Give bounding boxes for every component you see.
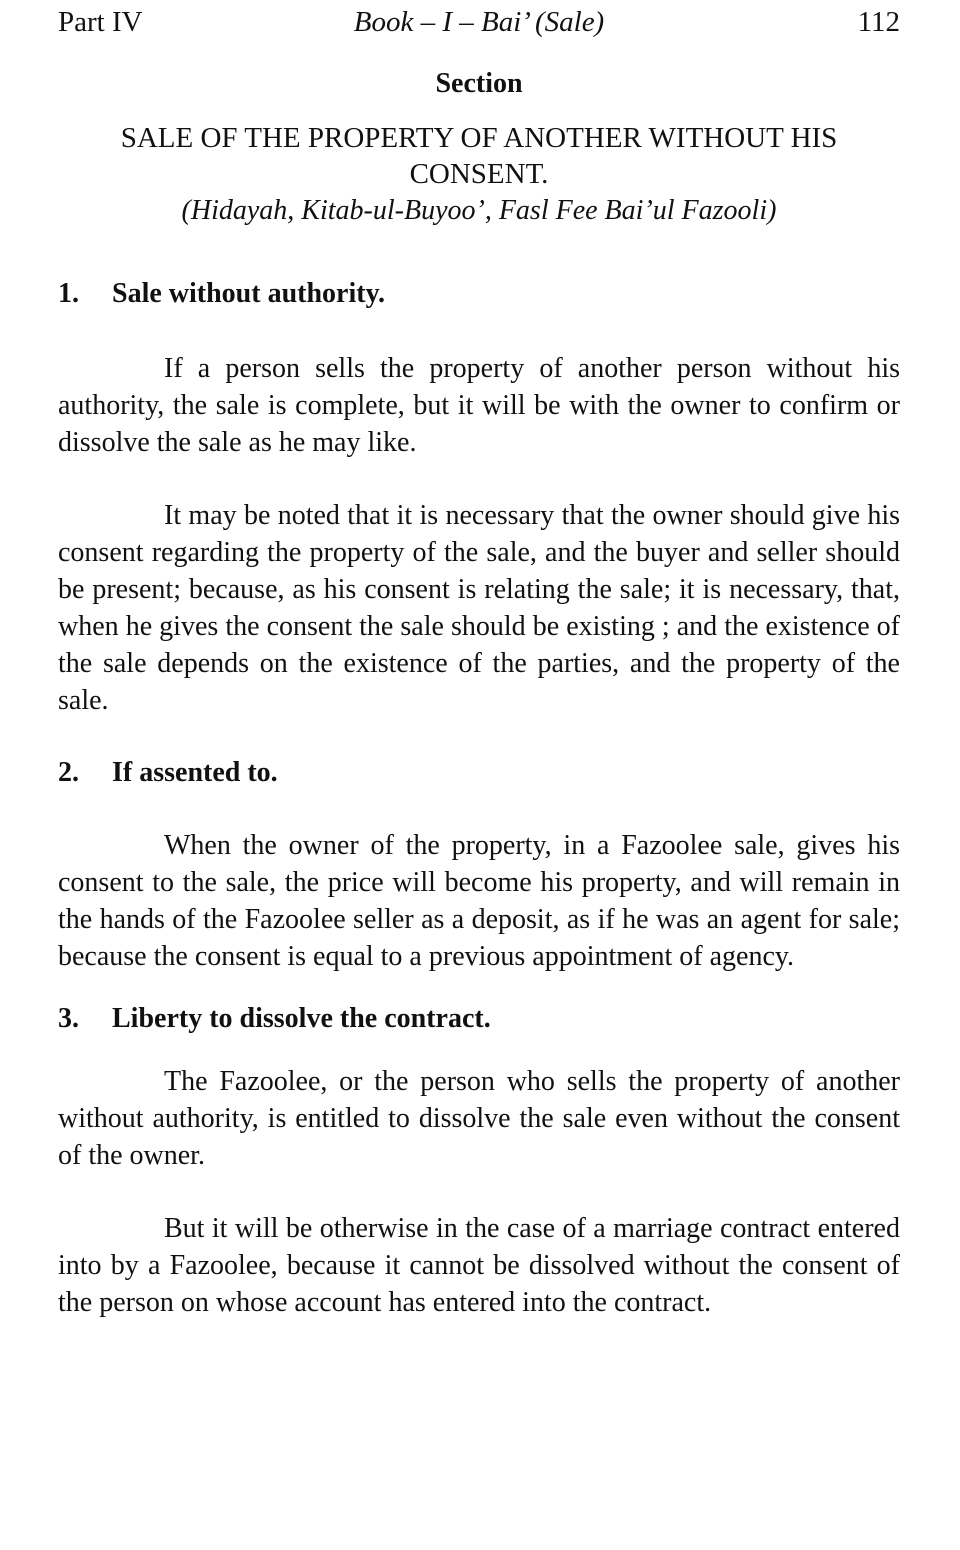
section-heading: [58, 755, 900, 791]
paragraph: It may be noted that it is necessary that the owner should give his consent regarding the property of the sale, and the buyer and seller should be present; because, as his consent is relating the sale; it is necessary, that, when he gives the consent the sale should be existing ; and the existence of the sale depends on the existence of the parties, and the property of the sale.: [58, 500, 900, 716]
part-label: Part IV: [58, 6, 143, 38]
section-heading: [58, 276, 900, 312]
source-citation: (Hidayah, Kitab-ul-Buyoo’, Fasl Fee Bai’ul Fazooli): [181, 195, 777, 226]
document-page: [58, 0, 900, 1321]
paragraph: When the owner of the property, in a Fazoolee sale, gives his consent to the sale, the price will become his property, and will remain in the hands of the Fazoolee seller as a deposit, as if he was an agent for sale; because the consent is equal to a previous appointment of agency.: [58, 830, 900, 972]
chapter-title: SALE OF THE PROPERTY OF ANOTHER WITHOUT HIS CONSENT.: [120, 122, 838, 190]
section-heading-text: Sale without authority.: [112, 278, 386, 309]
section-number: 2.: [58, 757, 79, 788]
section-label: Section: [435, 68, 523, 99]
paragraph: The Fazoolee, or the person who sells the property of another without authority, is entitled to dissolve the sale even without the consent of the owner.: [58, 1066, 900, 1171]
paragraph: If a person sells the property of another person without his authority, the sale is complete, but it will be with the owner to confirm or dissolve the sale as he may like.: [58, 353, 900, 458]
page-number: 112: [857, 6, 900, 38]
section-heading-text: If assented to.: [112, 757, 278, 788]
book-title: Book – I – Bai’ (Sale): [353, 6, 605, 38]
section-number: 1.: [58, 278, 79, 309]
section-heading: [58, 1001, 900, 1037]
paragraph: But it will be otherwise in the case of a marriage contract entered into by a Fazoolee, because it cannot be dissolved without the consent of the person on whose account has entered into the contract.: [58, 1213, 900, 1318]
section-heading-text: Liberty to dissolve the contract.: [112, 1003, 491, 1034]
running-header: [58, 0, 900, 44]
section-number: 3.: [58, 1003, 79, 1034]
